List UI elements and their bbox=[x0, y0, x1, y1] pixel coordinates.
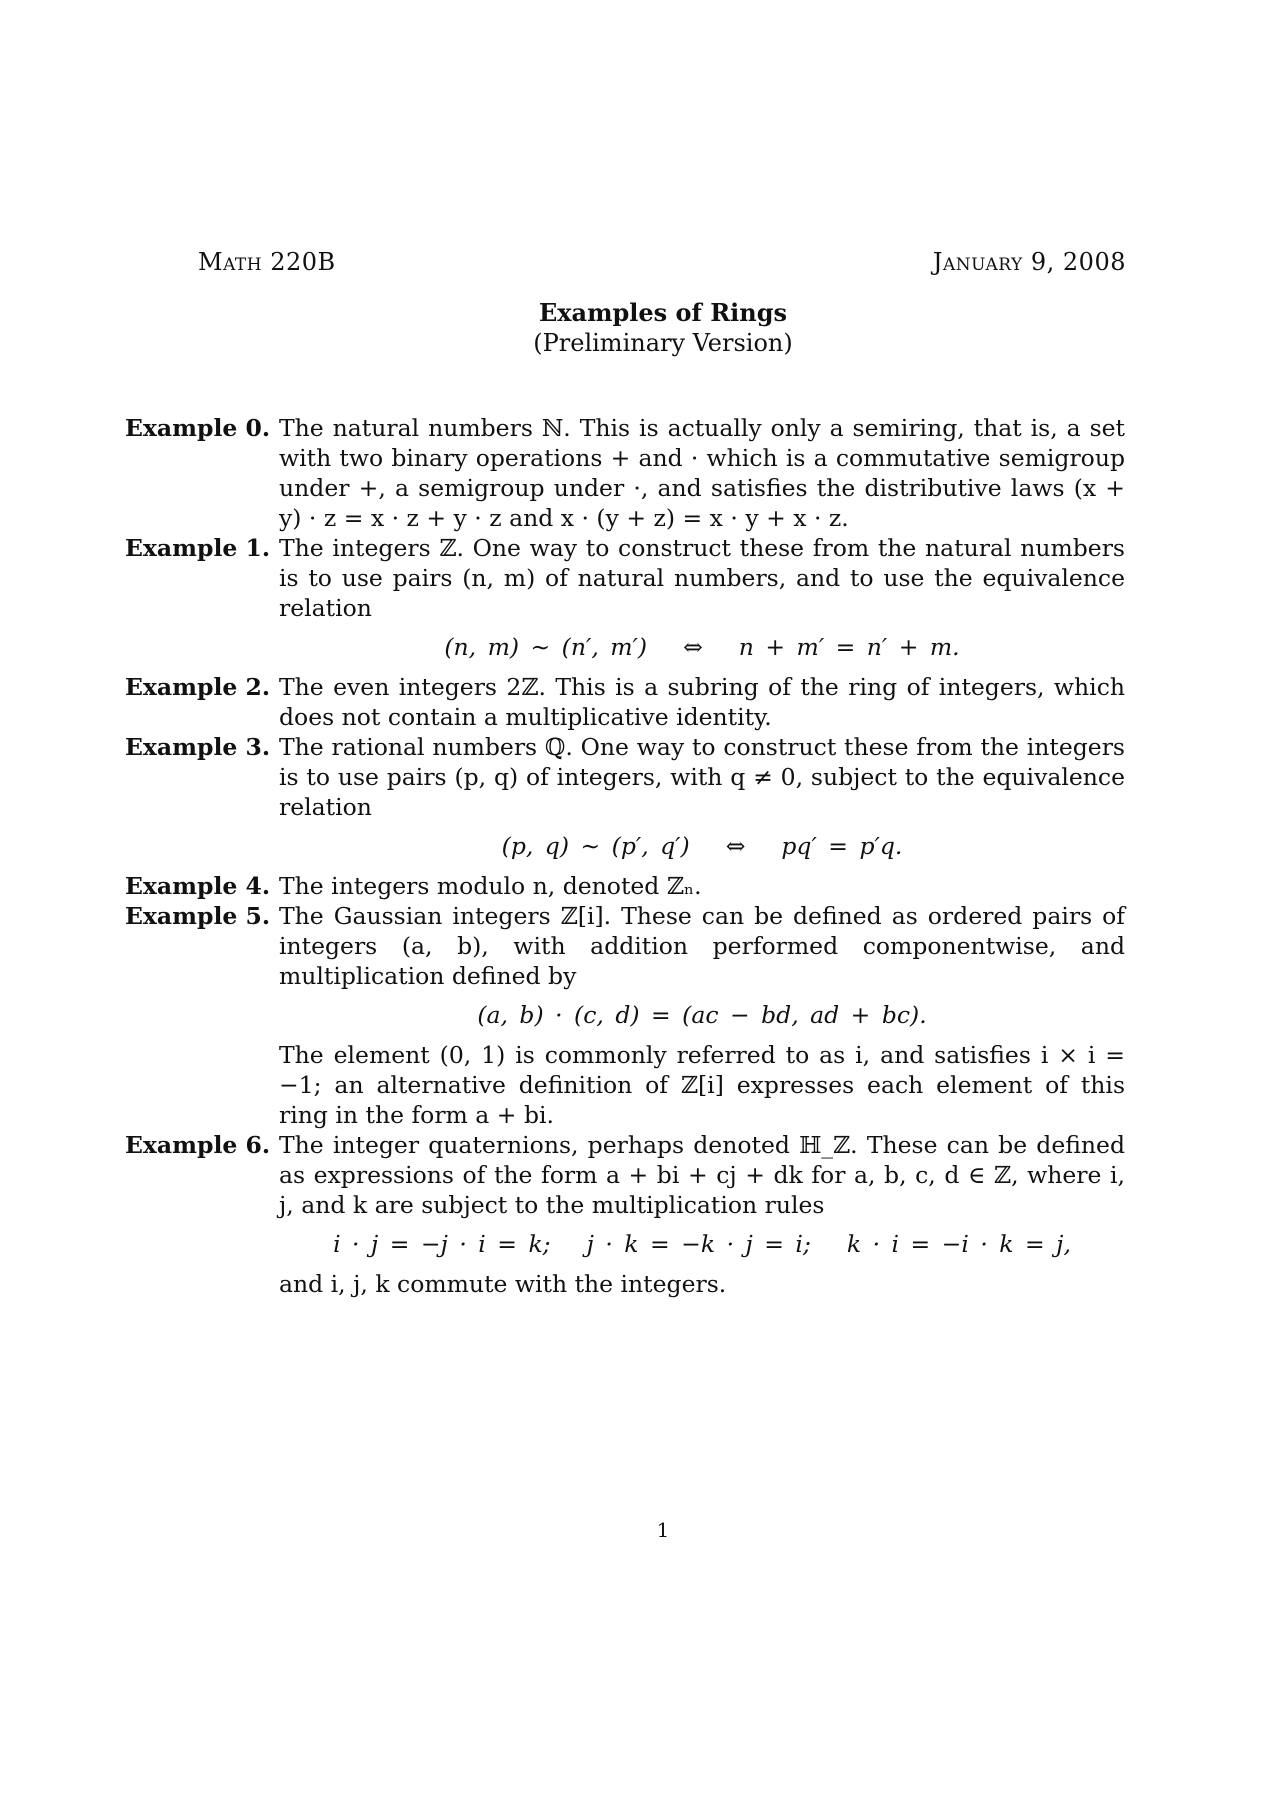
example-text-after: and i, j, k commute with the integers. bbox=[279, 1270, 727, 1298]
rule-ki: k · i = −i · k = j, bbox=[846, 1230, 1071, 1258]
example-text: The natural numbers ℕ. This is actually only a semiring, that is, a set with two binary operations + and · which is a commutative semigroup under +, a semigroup under ·, and satisfies the distributive laws (x + y) · z = x · z + y · z and x · (y + z) = x · y + x · z. bbox=[279, 414, 1125, 532]
example-body bbox=[279, 1130, 1125, 1299]
example-label: Example 5. bbox=[125, 902, 271, 930]
example-body bbox=[279, 732, 1125, 861]
equation-lhs: (n, m) ∼ (n′, m′) bbox=[444, 633, 648, 661]
example-label: Example 6. bbox=[125, 1131, 271, 1159]
display-equation: (a, b) · (c, d) = (ac − bd, ad + bc). bbox=[477, 1001, 927, 1029]
example-label: Example 4. bbox=[125, 872, 271, 900]
course-label: Math 220B bbox=[198, 248, 336, 276]
example-text-after: The element (0, 1) is commonly referred to as i, and satisfies i × i = −1; an alternative definition of ℤ[i] expresses each element of this ring in the form a + bi. bbox=[279, 1041, 1125, 1129]
rule-ij: i · j = −j · i = k; bbox=[333, 1230, 551, 1258]
example-text: The Gaussian integers ℤ[i]. These can be defined as ordered pairs of integers (a, b), with addition performed componentwise, and multiplication defined by bbox=[279, 902, 1125, 990]
equation-rhs: pq′ = p′q. bbox=[781, 832, 903, 860]
example-body bbox=[279, 413, 1125, 533]
equation-lhs: (p, q) ∼ (p′, q′) bbox=[501, 832, 690, 860]
date-label: January 9, 2008 bbox=[932, 248, 1126, 276]
example-text: The integer quaternions, perhaps denoted ℍ_ℤ. These can be defined as expressions of the form a + bi + cj + dk for a, b, c, d ∈ ℤ, where i, j, and k are subject to the multiplication rules bbox=[279, 1131, 1125, 1219]
example-4 bbox=[125, 871, 1125, 901]
document-subtitle: (Preliminary Version) bbox=[533, 329, 793, 357]
example-body bbox=[279, 871, 1125, 901]
equation-rhs: n + m′ = n′ + m. bbox=[738, 633, 960, 661]
display-equation bbox=[279, 632, 1125, 662]
example-3 bbox=[125, 732, 1125, 861]
example-6 bbox=[125, 1130, 1125, 1299]
display-equation bbox=[279, 1229, 1125, 1259]
example-label: Example 2. bbox=[125, 673, 271, 701]
equivalence-symbol: ⇔ bbox=[725, 832, 746, 860]
example-0 bbox=[125, 413, 1125, 533]
document-title: Examples of Rings bbox=[538, 298, 788, 327]
example-5 bbox=[125, 901, 1125, 1130]
examples-list bbox=[125, 413, 1125, 1299]
equivalence-symbol: ⇔ bbox=[683, 633, 703, 661]
example-body bbox=[279, 901, 1125, 1130]
example-text: The integers modulo n, denoted ℤₙ. bbox=[279, 872, 702, 900]
page-number: 1 bbox=[656, 1518, 670, 1542]
display-equation bbox=[279, 831, 1125, 861]
example-label: Example 1. bbox=[125, 534, 271, 562]
example-body bbox=[279, 672, 1125, 732]
example-text: The integers ℤ. One way to construct these from the natural numbers is to use pairs (n, m) of natural numbers, and to use the equivalence relation bbox=[279, 534, 1125, 622]
page-header bbox=[198, 248, 1126, 282]
example-body bbox=[279, 533, 1125, 662]
example-label: Example 0. bbox=[125, 414, 271, 442]
rule-jk: j · k = −k · j = i; bbox=[586, 1230, 811, 1258]
example-text: The rational numbers ℚ. One way to construct these from the integers is to use pairs (p, q) of integers, with q ≠ 0, subject to the equivalence relation bbox=[279, 733, 1125, 821]
example-2 bbox=[125, 672, 1125, 732]
example-label: Example 3. bbox=[125, 733, 271, 761]
title-block bbox=[0, 298, 1280, 358]
example-1 bbox=[125, 533, 1125, 662]
example-text: The even integers 2ℤ. This is a subring of the ring of integers, which does not contain a multiplicative identity. bbox=[279, 673, 1125, 731]
